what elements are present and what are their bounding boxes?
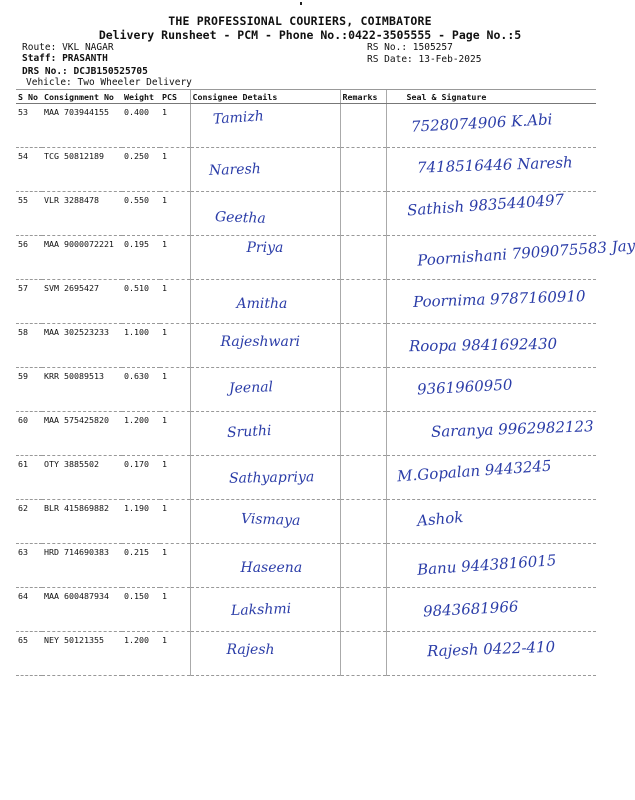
table-header-row: [16, 90, 596, 104]
signature-handwriting: Poornishani 7909075583 Jay: [416, 236, 635, 270]
consignee-handwriting: Rajeshwari: [220, 334, 301, 350]
col-header-consignment: Consignment No: [42, 90, 122, 104]
cell-consignee: [190, 456, 340, 500]
cell-signature: [386, 368, 596, 412]
cell-consignee: [190, 104, 340, 148]
cell-pcs: 1: [160, 104, 190, 148]
route-label: Route:: [22, 42, 57, 53]
table-row: [16, 544, 596, 588]
table-row: [16, 324, 596, 368]
cell-sno: 59: [16, 368, 42, 412]
barcode-image: [238, 42, 360, 68]
consignee-handwriting: Jeenal: [228, 379, 273, 397]
table-row: [16, 456, 596, 500]
cell-signature: [386, 192, 596, 236]
cell-remarks: [340, 544, 386, 588]
cell-consignee: [190, 192, 340, 236]
cell-signature: [386, 324, 596, 368]
cell-signature: [386, 148, 596, 192]
cell-signature: [386, 588, 596, 632]
cell-signature: [386, 236, 635, 280]
cell-consignee: [190, 632, 340, 676]
cell-consignee: [190, 368, 340, 412]
cell-consignment: MAA 703944155: [42, 104, 122, 148]
cell-signature: [386, 104, 596, 148]
cell-consignee: [190, 588, 340, 632]
cell-signature: [386, 544, 596, 588]
cell-sno: 58: [16, 324, 42, 368]
drs-line: [22, 66, 148, 77]
staff-value: PRASANTH: [62, 53, 108, 64]
signature-handwriting: Ashok: [415, 508, 464, 530]
signature-handwriting: 7418516446 Naresh: [416, 153, 573, 177]
consignee-handwriting: Lakshmi: [230, 600, 291, 620]
cell-consignment: TCG 50812189: [42, 148, 122, 192]
cell-weight: 0.510: [122, 280, 160, 324]
col-header-sno: S No: [16, 90, 42, 104]
signature-handwriting: Sathish 9835440497: [406, 190, 565, 220]
cell-remarks: [340, 456, 386, 500]
cell-consignment: MAA 600487934: [42, 588, 122, 632]
cell-consignment: HRD 714690383: [42, 544, 122, 588]
cell-weight: 1.100: [122, 324, 160, 368]
signature-handwriting: Roopa 9841692430: [408, 334, 557, 356]
cell-signature: [386, 456, 596, 500]
col-header-signature: Seal & Signature: [386, 90, 596, 104]
cell-signature: [386, 280, 596, 324]
cell-consignment: BLR 415869882: [42, 500, 122, 544]
cell-consignee: [190, 324, 340, 368]
table-row: [16, 104, 596, 148]
col-header-remarks: Remarks: [340, 90, 386, 104]
signature-handwriting: 9361960950: [416, 375, 513, 399]
table-row: [16, 412, 596, 456]
cell-remarks: [340, 192, 386, 236]
cell-remarks: [340, 280, 386, 324]
cell-weight: 0.400: [122, 104, 160, 148]
cell-pcs: 1: [160, 324, 190, 368]
cell-consignee: [190, 412, 340, 456]
cell-weight: 0.170: [122, 456, 160, 500]
table-body: [16, 104, 635, 676]
cell-weight: 0.250: [122, 148, 160, 192]
cell-sno: 64: [16, 588, 42, 632]
cell-remarks: [340, 588, 386, 632]
consignee-handwriting: Amitha: [236, 296, 288, 312]
cell-consignee: [190, 236, 340, 280]
cell-remarks: [340, 632, 386, 676]
cell-pcs: 1: [160, 236, 190, 280]
cell-remarks: [340, 368, 386, 412]
vehicle-value: Two Wheeler Delivery: [77, 77, 192, 88]
table-row: [16, 192, 596, 236]
table-row: [16, 236, 596, 280]
cell-remarks: [340, 500, 386, 544]
signature-handwriting: 9843681966: [422, 597, 519, 621]
route-value: VKL NAGAR: [62, 42, 114, 53]
cell-pcs: 1: [160, 588, 190, 632]
vehicle-line: [26, 77, 192, 88]
signature-handwriting: Saranya 9962982123: [430, 417, 594, 441]
table-row: [16, 632, 596, 676]
cell-pcs: 1: [160, 148, 190, 192]
cell-consignment: KRR 50089513: [42, 368, 122, 412]
rs-date-line: [367, 54, 481, 65]
cell-sno: 56: [16, 236, 42, 280]
cell-pcs: 1: [160, 192, 190, 236]
cell-weight: 0.195: [122, 236, 160, 280]
cell-consignee: [190, 280, 340, 324]
cell-pcs: 1: [160, 412, 190, 456]
signature-handwriting: 7528074906 K.Abi: [410, 110, 553, 136]
col-header-pcs: PCS: [160, 90, 190, 104]
consignee-handwriting: Rajesh: [226, 642, 275, 658]
consignee-handwriting: Naresh: [208, 161, 261, 179]
cell-consignee: [190, 148, 340, 192]
cell-pcs: 1: [160, 544, 190, 588]
rs-date-value: 13-Feb-2025: [418, 54, 482, 65]
consignee-handwriting: Sathyapriya: [228, 469, 314, 487]
signature-handwriting: Rajesh 0422-410: [426, 637, 555, 661]
cell-weight: 1.190: [122, 500, 160, 544]
drs-label: DRS No.:: [22, 66, 68, 77]
cell-weight: 0.630: [122, 368, 160, 412]
company-title: THE PROFESSIONAL COURIERS, COIMBATORE: [168, 14, 432, 28]
cell-remarks: [340, 104, 386, 148]
cell-sno: 62: [16, 500, 42, 544]
cell-consignee: [190, 500, 340, 544]
consignee-handwriting: Sruthi: [226, 422, 272, 442]
cell-sno: 53: [16, 104, 42, 148]
consignee-handwriting: Tamizh: [212, 108, 264, 128]
cell-remarks: [340, 236, 386, 280]
cell-weight: 0.215: [122, 544, 160, 588]
drs-value: DCJB150525705: [73, 66, 148, 77]
cell-signature: [386, 500, 596, 544]
signature-handwriting: Poornima 9787160910: [412, 286, 586, 312]
cell-consignment: OTY 3885502: [42, 456, 122, 500]
cell-consignment: MAA 575425820: [42, 412, 122, 456]
consignee-handwriting: Haseena: [240, 560, 303, 576]
cell-remarks: [340, 324, 386, 368]
cell-sno: 63: [16, 544, 42, 588]
staff-line: [22, 53, 108, 64]
cell-signature: [386, 632, 596, 676]
cell-remarks: [340, 148, 386, 192]
cell-pcs: 1: [160, 456, 190, 500]
cell-signature: [386, 412, 596, 456]
consignee-handwriting: Priya: [246, 240, 284, 256]
rs-no-label: RS No.:: [367, 42, 408, 53]
cell-weight: 0.150: [122, 588, 160, 632]
table-row: [16, 368, 596, 412]
signature-handwriting: Banu 9443816015: [416, 551, 557, 579]
cell-sno: 60: [16, 412, 42, 456]
signature-handwriting: M.Gopalan 9443245: [396, 456, 552, 486]
rs-no-line: [367, 42, 453, 53]
cell-consignment: VLR 3288478: [42, 192, 122, 236]
scan-speck: [300, 2, 302, 5]
rs-date-label: RS Date:: [367, 54, 413, 65]
table-row: [16, 280, 596, 324]
cell-pcs: 1: [160, 368, 190, 412]
table-row: [16, 588, 596, 632]
cell-sno: 61: [16, 456, 42, 500]
staff-label: Staff:: [22, 53, 57, 64]
consignee-handwriting: Geetha: [214, 209, 266, 227]
cell-consignment: MAA 302523233: [42, 324, 122, 368]
runsheet-title: Delivery Runsheet - PCM - Phone No.:0422-3505555 - Page No.:5: [98, 28, 522, 42]
cell-weight: 1.200: [122, 412, 160, 456]
cell-consignment: NEY 50121355: [42, 632, 122, 676]
delivery-table: [16, 89, 635, 676]
consignee-handwriting: Vismaya: [240, 510, 301, 530]
vehicle-label: Vehicle:: [26, 77, 72, 88]
cell-pcs: 1: [160, 280, 190, 324]
route-line: [22, 42, 114, 53]
table-row: [16, 500, 596, 544]
rs-no-value: 1505257: [412, 42, 453, 53]
cell-pcs: 1: [160, 632, 190, 676]
cell-weight: 0.550: [122, 192, 160, 236]
cell-sno: 57: [16, 280, 42, 324]
table-row: [16, 148, 596, 192]
cell-remarks: [340, 412, 386, 456]
cell-sno: 65: [16, 632, 42, 676]
cell-weight: 1.200: [122, 632, 160, 676]
cell-sno: 55: [16, 192, 42, 236]
col-header-consignee: Consignee Details: [190, 90, 340, 104]
cell-pcs: 1: [160, 500, 190, 544]
cell-consignee: [190, 544, 340, 588]
col-header-weight: Weight: [122, 90, 160, 104]
cell-consignment: SVM 2695427: [42, 280, 122, 324]
cell-sno: 54: [16, 148, 42, 192]
cell-consignment: MAA 9000072221: [42, 236, 122, 280]
